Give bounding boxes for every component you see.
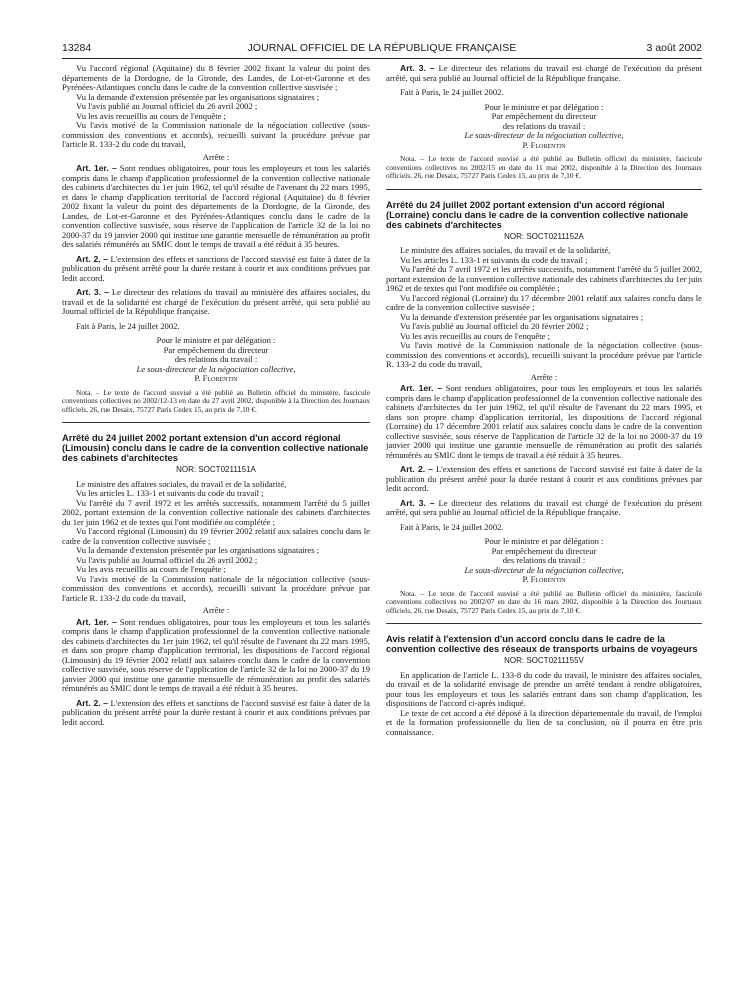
article-1 — [386, 384, 702, 460]
article-text: Le directeur des relations du travail au ministère des affaires sociales, du travail et de la solidarité est chargé de l'exécution du présent arrêté, qui sera publié au Journal officiel de la République française. — [62, 287, 370, 316]
paragraph: Vu l'avis motivé de la Commission nationale de la négociation collective (sous-commission des conventions et accords), recueilli suivant la procédure prévue par l'article R. 133-2 du code du travail, — [386, 340, 702, 369]
signature-line: Par empêchement du directeur — [491, 111, 597, 121]
paragraph: Vu l'avis motivé de la Commission nationale de la négociation collective (sous-commission des conventions et accords), recueilli suivant la procédure prévue par l'article R. 133-2 du code du travail, — [62, 120, 370, 149]
article-label: Art. 2. – — [400, 464, 434, 474]
signature-line: des relations du travail : — [502, 555, 586, 565]
signature-role: Le sous-directeur de la négociation collective, — [464, 130, 624, 140]
article-text: Le directeur des relations du travail est chargé de l'exécution du présent arrêté, qui sera publié au Journal officiel de la République française. — [386, 497, 702, 517]
article-3 — [386, 64, 702, 83]
issue-date: 3 août 2002 — [646, 42, 702, 54]
article-text: Sont rendues obligatoires, pour tous les employeurs et tous les salariés compris dans le champ d'application professionnel de la convention collective nationale des cabinets d'architectes du 1er juin 1962, tel qu'il résulte de l'avenant du 22 mars 1995, et dans le champ d'application territorial de l'accord régional (Aquitaine) du 8 février 2002 fixant la valeur du point des départements de la Dordogne, de la Gironde, des Landes, de Lot-et-Garonne et des Pyrénées-Atlantiques conclu dans le cadre de la convention collective susvisée, sous réserve de l'application de l'article 32 de la loi no 2000-37 du 19 janvier 2000 qui institue une garantie mensuelle de rémunération au profit des salariés rémunérés au SMIC dont le temps de travail a été réduit à 35 heures. — [62, 163, 370, 249]
article-2 — [62, 699, 370, 728]
nota: Nota. – Le texte de l'accord susvisé a été publié au Bulletin officiel du ministère, fascicule conventions collectives no 2002/07 en date du 16 mars 2002, disponible à la Direction des Journaux officiels, 26, rue Desaix, 75727 Paris Cedex 15, au prix de 7,10 €. — [386, 588, 702, 615]
signature-name: P. Florentin — [194, 373, 238, 383]
left-column — [62, 64, 370, 727]
signature-line: des relations du travail : — [174, 354, 258, 364]
nor-reference: NOR: SOCT0211155V — [504, 656, 584, 665]
article-label: Art. 2. – — [76, 697, 109, 708]
paragraph: En application de l'article L. 133-8 du code du travail, le ministre des affaires sociales, du travail et de la solidarité envisage de prendre un arrêté tendant à rendre obligatoires, pour tous les employeurs et tous les salariés entrant dans son champ d'application, les dispositions de l'accord ci-après indiqué. — [386, 669, 702, 708]
signature-line: Par empêchement du directeur — [491, 545, 597, 556]
article-text: Sont rendues obligatoires, pour tous les employeurs et tous les salariés compris dans le champ d'application professionnel de la convention collective nationale des cabinets d'architectes du 1er juin 1962, tel qu'il résulte de l'avenant du 22 mars 1995, et dans son propre champ d'application territorial, les dispositions de l'accord régional (Lorraine) du 17 décembre 2001 relatif aux salaires conclu dans le cadre de la convention collective susvisée, sous réserve de l'application de l'article 32 de la loi no 2000-37 du 19 janvier 2000 qui institue une garantie mensuelle de rémunération au profit des salariés rémunérés au SMIC dont le temps de travail a été réduit à 35 heures. — [386, 383, 703, 460]
article-label: Art. 2. – — [76, 253, 109, 264]
paragraph: Vu l'arrêté du 7 avril 1972 et les arrêtés successifs, notamment l'arrêté du 5 juillet 2002, portant extension de la convention collective nationale des cabinets d'architectes du 1er juin 1962 et de textes qui l'ont modifiée ou complétée ; — [386, 264, 702, 293]
section-separator — [62, 422, 370, 423]
fait-line: Fait à Paris, le 24 juillet 2002. — [400, 521, 504, 532]
section-title: Arrêté du 24 juillet 2002 portant extension d'un accord régional (Limousin) conclu dans le cadre de la convention collective nationale des cabinets d'architectes — [62, 433, 369, 463]
article-label: Art. 3. – — [400, 63, 435, 73]
article-2 — [62, 255, 370, 284]
signature-name: P. Florentin — [522, 139, 566, 150]
page-header — [62, 42, 702, 56]
paragraph: Vu la demande d'extension présentée par les organisations signataires ; — [76, 545, 320, 555]
paragraph: Vu la demande d'extension présentée par les organisations signataires ; — [400, 311, 644, 322]
arrete-heading: Arrête : — [202, 151, 230, 162]
section-separator — [386, 623, 702, 624]
right-column — [386, 64, 702, 737]
signature-line: Pour le ministre et par délégation : — [484, 101, 604, 112]
paragraph: Le ministre des affaires sociales, du travail et de la solidarité, — [400, 245, 611, 255]
journal-title: JOURNAL OFFICIEL DE LA RÉPUBLIQUE FRANÇAISE — [247, 42, 517, 54]
paragraph: Vu l'accord régional (Lorraine) du 17 décembre 2001 relatif aux salaires conclu dans le cadre de la convention collective susvisée ; — [386, 292, 702, 312]
article-1 — [62, 618, 370, 694]
header-rule — [62, 58, 702, 59]
article-label: Art. 3. – — [76, 287, 110, 297]
paragraph: Vu l'arrêté du 7 avril 1972 et les arrêtés successifs, notamment l'arrêté du 5 juillet 2002, portant extension de la convention collective nationale des cabinets d'architectes du 1er juin 1962 et de textes qui l'ont modifiée ou complétée ; — [62, 497, 370, 527]
paragraph: Vu l'avis publié au Journal officiel du 26 avril 2002 ; — [76, 554, 258, 565]
article-1 — [62, 164, 370, 250]
signature-name: P. Florentin — [522, 574, 566, 584]
paragraph: Vu les avis recueillis au cours de l'enquête ; — [76, 564, 226, 574]
article-text: Sont rendues obligatoires, pour tous les employeurs et tous les salariés compris dans le champ d'application professionnel de la convention collective nationale des cabinets d'architectes du 1er juin 1962, tel qu'il résulte de l'avenant du 22 mars 1995, et dans son propre champ d'application territorial, les dispositions de l'accord régional (Limousin) du 19 février 2002 relatif aux salaires conclu dans le cadre de la convention collective susvisée, sous réserve de l'application de l'article 32 de la loi no 2000-37 du 19 janvier 2000 qui institue une garantie mensuelle de rémunération au profit des salariés rémunérés au SMIC dont le temps de travail a été réduit à 35 heures. — [62, 616, 370, 693]
page-number: 13284 — [62, 42, 92, 54]
paragraph: Vu l'avis publié au Journal officiel du 26 avril 2002 ; — [76, 101, 258, 111]
nota: Nota. – Le texte de l'accord susvisé a été publié au Bulletin officiel du ministère, fascicule conventions collectives no 2002/15 en date du 11 mai 2002, disponible à la Direction des Journaux officiels, 26, rue Desaix, 75727 Paris Cedex 15, au prix de 7,10 €. — [386, 154, 702, 180]
signature-line: Pour le ministre et par délégation : — [156, 335, 276, 345]
fait-line: Fait à Paris, le 24 juillet 2002. — [400, 87, 504, 97]
paragraph: Le texte de cet accord a été déposé à la direction départementale du travail, de l'emploi et de la formation professionnelle du lieu de sa conclusion, où il pourra en être pris connaissance. — [386, 707, 702, 737]
paragraph: Vu les avis recueillis au cours de l'enquête ; — [76, 110, 226, 121]
paragraph: Le ministre des affaires sociales, du travail et de la solidarité, — [76, 478, 287, 489]
article-text: L'extension des effets et sanctions de l'accord susvisé est faite à dater de la publication du présent arrêté pour la durée restant à courir et aux conditions prévues par ledit accord. — [62, 697, 370, 727]
paragraph: Vu les articles L. 133-1 et suivants du code du travail ; — [400, 254, 588, 265]
arrete-heading: Arrête : — [530, 371, 558, 382]
signature-line: Par empêchement du directeur — [163, 344, 269, 355]
article-text: Le directeur des relations du travail est chargé de l'exécution du présent arrêté, qui sera publié au Journal officiel de la République française. — [386, 63, 702, 83]
article-3 — [62, 288, 370, 317]
paragraph: Vu l'avis motivé de la Commission nationale de la négociation collective (sous-commission des conventions et accords), recueilli suivant la procédure prévue par l'article R. 133-2 du code du travail, — [62, 573, 370, 603]
article-label: Art. 1er. – — [76, 163, 117, 173]
article-text: L'extension des effets et sanctions de l'accord susvisé est faite à dater de la publication du présent arrêté pour la durée restant à courir et aux conditions prévues par ledit accord. — [386, 464, 702, 493]
paragraph: Vu les avis recueillis au cours de l'enquête ; — [400, 330, 550, 341]
article-2 — [386, 465, 702, 494]
signature-role: Le sous-directeur de la négociation collective, — [136, 363, 296, 374]
section-title: Arrêté du 24 juillet 2002 portant extension d'un accord régional (Lorraine) conclu dans le cadre de la convention collective nationale des cabinets d'architectes — [386, 199, 689, 230]
paragraph: Vu l'accord régional (Limousin) du 19 février 2002 relatif aux salaires conclu dans le cadre de la convention collective susvisée ; — [62, 526, 370, 546]
nor-reference: NOR: SOCT0211151A — [176, 465, 256, 474]
signature-role: Le sous-directeur de la négociation collective, — [464, 564, 624, 575]
article-text: L'extension des effets et sanctions de l'accord susvisé est faite à dater de la publication du présent arrêté pour la durée restant à courir et aux conditions prévues par ledit accord. — [62, 253, 370, 283]
nota: Nota. – Le texte de l'accord susvisé a été publié au Bulletin officiel du ministère, fascicule conventions collectives no 2002/12-13 en date du 27 avril 2002, disponible à la Direction des Journaux officiels, 26, rue Desaix, 75727 Paris Cedex 15, au prix de 7,10 €. — [62, 387, 370, 414]
article-label: Art. 1er. – — [76, 616, 117, 627]
fait-line: Fait à Paris, le 24 juillet 2002. — [76, 320, 180, 331]
article-label: Art. 1er. – — [400, 383, 443, 393]
signature-line: des relations du travail : — [502, 120, 586, 131]
article-label: Art. 3. – — [400, 497, 435, 508]
arrete-heading: Arrête : — [202, 605, 230, 615]
nor-reference: NOR: SOCT0211152A — [504, 231, 584, 241]
article-3 — [386, 499, 702, 518]
paragraph: Vu l'avis publié au Journal officiel du 20 février 2002 ; — [400, 321, 589, 331]
section-title: Avis relatif à l'extension d'un accord conclu dans le cadre de la convention collective des réseaux de transports urbains de voyageurs — [386, 634, 698, 654]
paragraph: Vu la demande d'extension présentée par les organisations signataires ; — [76, 91, 320, 102]
section-separator — [386, 189, 702, 190]
signature-line: Pour le ministre et par délégation : — [484, 536, 604, 546]
paragraph: Vu l'accord régional (Aquitaine) du 8 février 2002 fixant la valeur du point des départements de la Dordogne, de la Gironde, des Landes, de Lot-et-Garonne et des Pyrénées-Atlantiques conclu dans le cadre de la convention collective susvisée ; — [62, 63, 370, 92]
paragraph: Vu les articles L. 133-1 et suivants du code du travail ; — [76, 488, 264, 498]
